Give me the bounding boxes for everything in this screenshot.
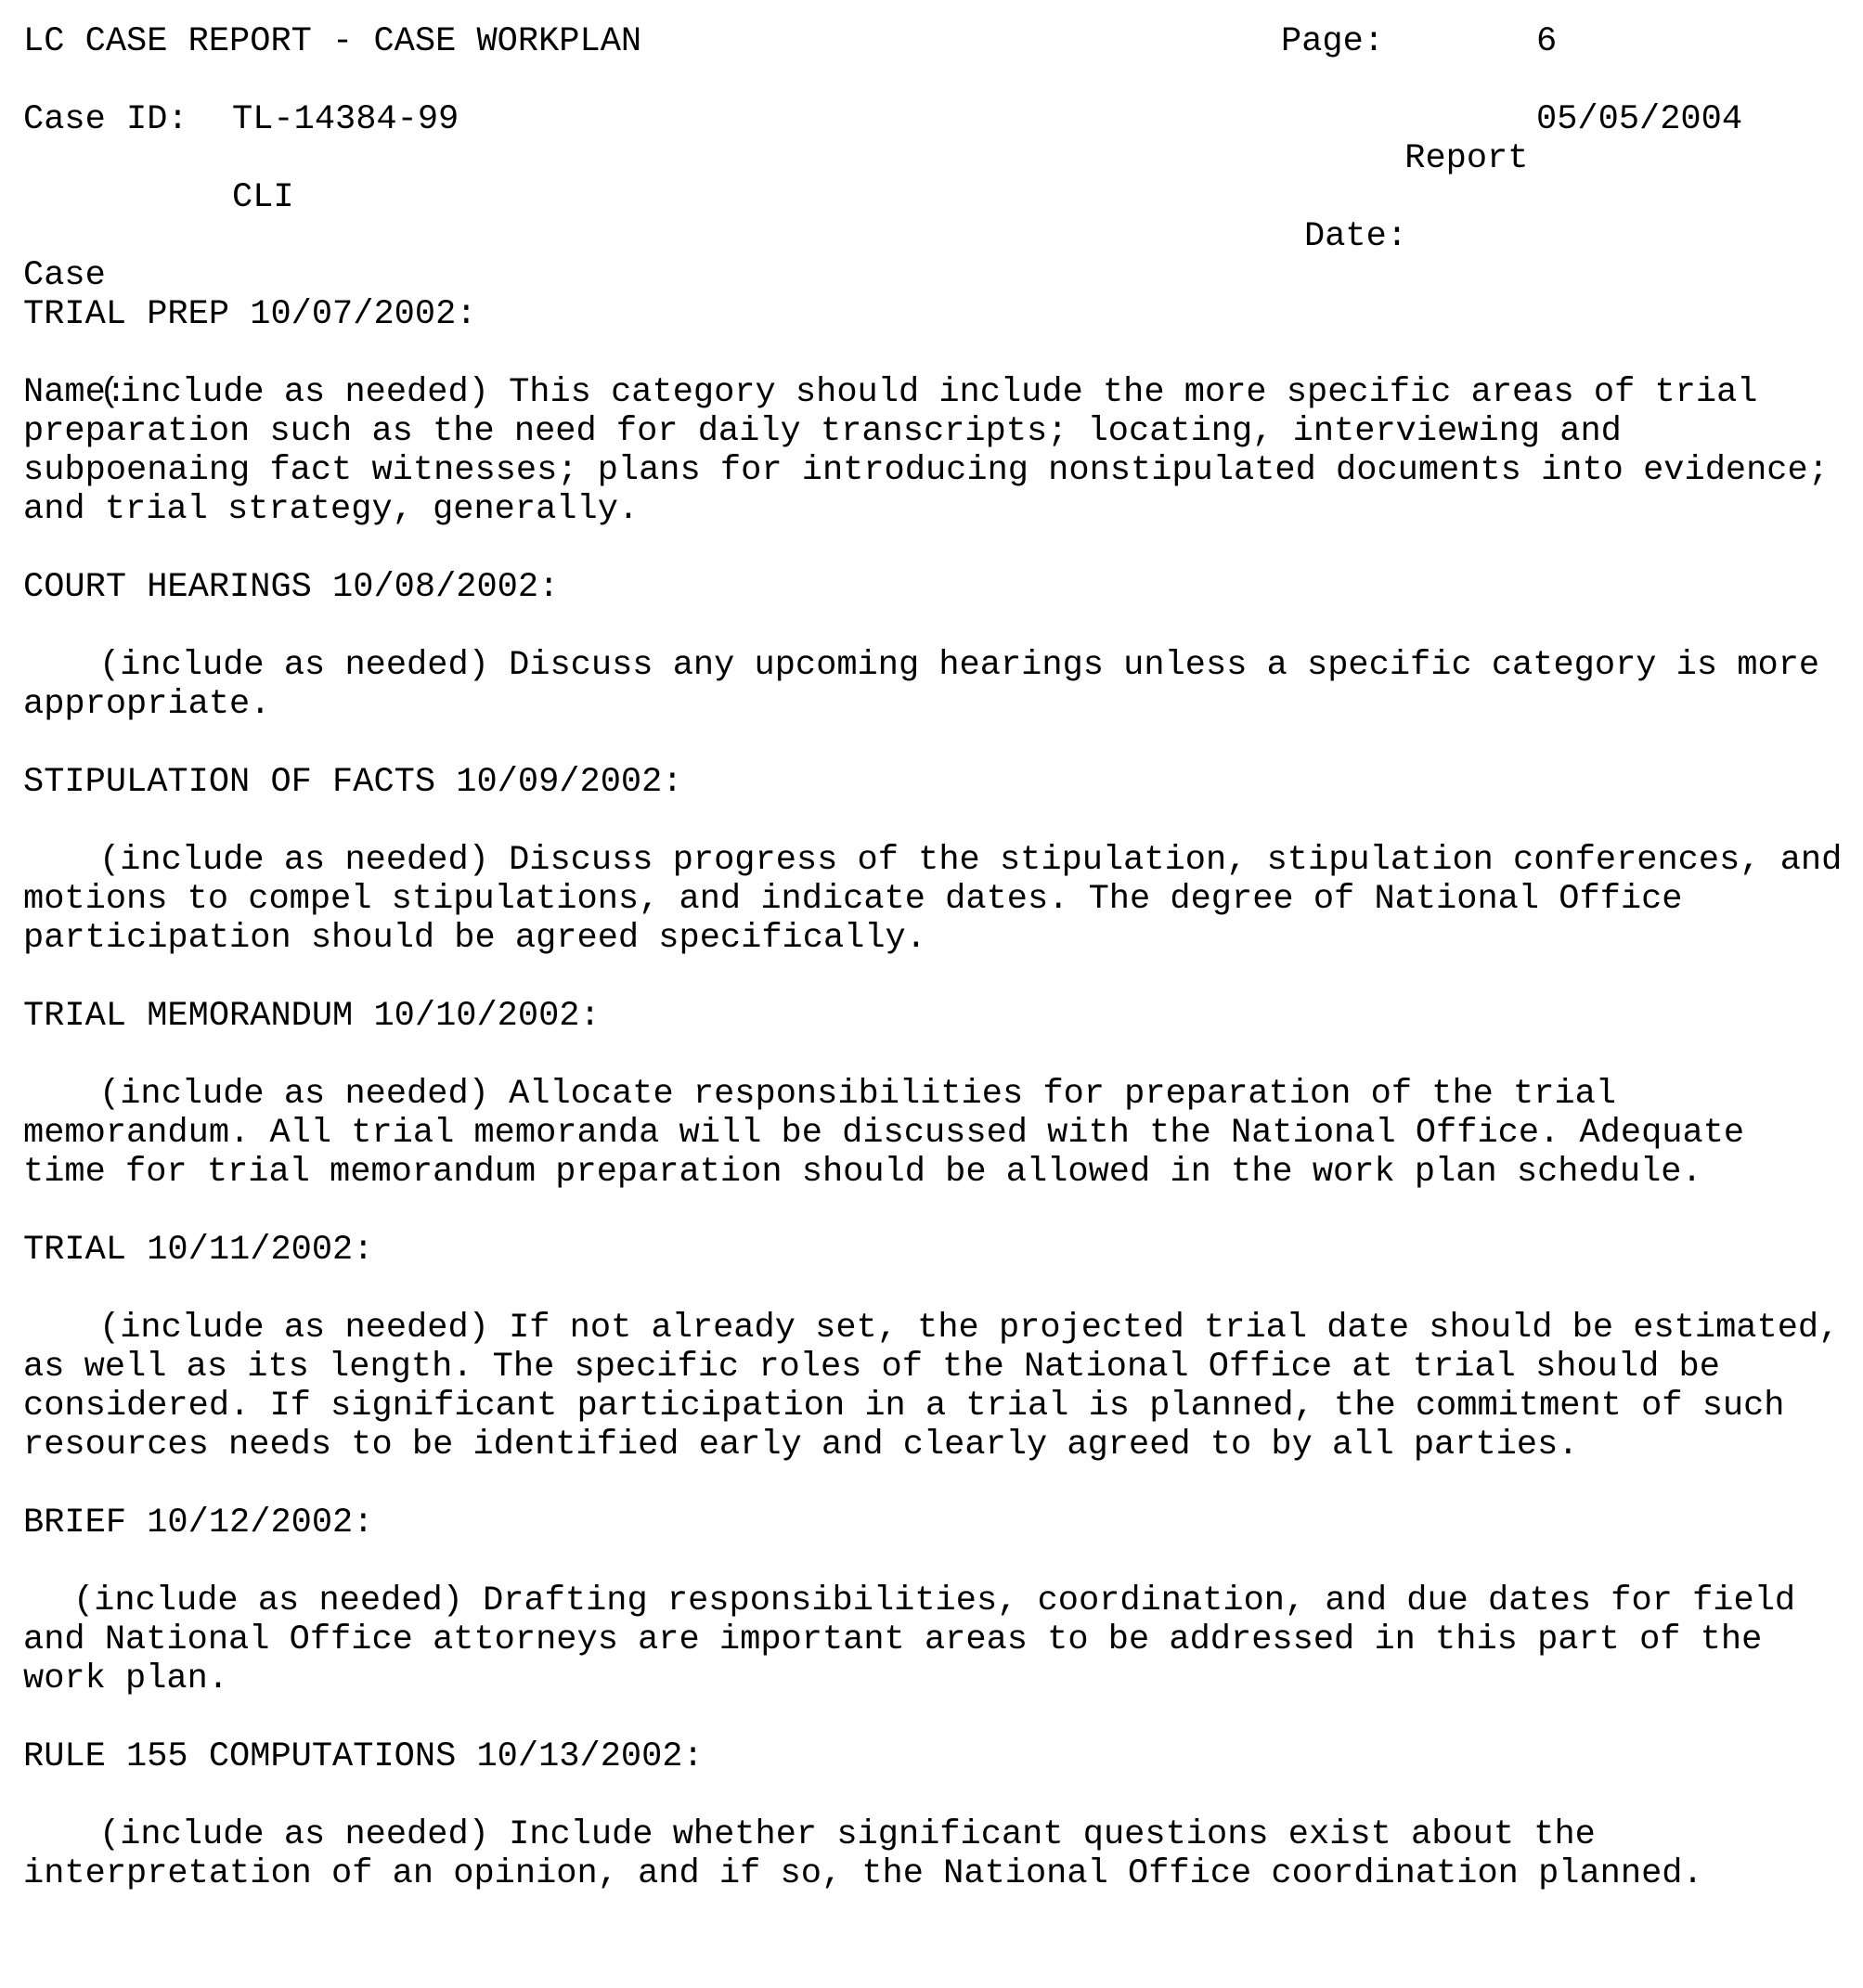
section-heading: RULE 155 COMPUTATIONS 10/13/2002: <box>23 1737 704 1776</box>
case-name: CLI <box>232 178 294 217</box>
page-label: Page: <box>1281 22 1385 61</box>
section-body: (include as needed) Discuss progress of the stipulation, stipulation conferences, and motions to compel stipulations, and indicate dates. The degree of National Office participation should be agreed specifically. <box>23 841 1843 958</box>
report-date-label-line2: Date: <box>1304 217 1408 256</box>
section-heading: COURT HEARINGS 10/08/2002: <box>23 568 560 607</box>
case-name-label-line1: Case <box>23 256 106 295</box>
document-page <box>23 22 1852 1893</box>
section-rule-155-computations <box>23 1737 1852 1893</box>
section-heading: TRIAL MEMORANDUM 10/10/2002: <box>23 997 601 1036</box>
section-heading: TRIAL PREP 10/07/2002: <box>23 295 477 334</box>
section-stipulation-of-facts <box>23 763 1852 997</box>
section-body: (include as needed) Include whether significant questions exist about the interpretation of an opinion, and if so, the National Office coordination planned. <box>23 1815 1703 1893</box>
header-row-title <box>23 22 1852 61</box>
report-date-label-line1: Report <box>1404 139 1529 178</box>
case-id: TL-14384-99 <box>232 100 459 139</box>
section-heading: TRIAL 10/11/2002: <box>23 1231 374 1270</box>
page-number: 6 <box>1536 22 1558 61</box>
case-name-label <box>23 178 227 490</box>
section-body: (include as needed) If not already set, the projected trial date should be estimated, as well as its length. The specific roles of the National Office at trial should be considered. If significant participation in a trial is planned, the commitment of such resources needs to be identified early and clearly agreed to by all parties. <box>23 1309 1840 1465</box>
section-trial-memorandum <box>23 997 1852 1231</box>
report-date: 05/05/2004 <box>1536 100 1743 139</box>
section-trial-prep <box>23 295 1852 568</box>
section-heading: STIPULATION OF FACTS 10/09/2002: <box>23 763 683 802</box>
report-title: LC CASE REPORT - CASE WORKPLAN <box>23 22 642 61</box>
section-court-hearings <box>23 568 1852 763</box>
section-body: (include as needed) Allocate responsibilities for preparation of the trial memorandum. All trial memoranda will be discussed with the National Office. Adequate time for trial memorandum preparation should be allowed in the work plan schedule. <box>23 1075 1745 1192</box>
section-trial <box>23 1231 1852 1504</box>
section-body: (include as needed) Drafting responsibilities, coordination, and due dates for field and National Office attorneys are important areas to be addressed in this part of the work plan. <box>23 1581 1796 1698</box>
section-heading: BRIEF 10/12/2002: <box>23 1504 374 1543</box>
section-body: (include as needed) Discuss any upcoming hearings unless a specific category is more appropriate. <box>23 646 1820 724</box>
section-body: (include as needed) This category should include the more specific areas of trial preparation such as the need for daily transcripts; locating, interviewing and subpoenaing fact witnesses; plans for introducing nonstipulated documents into evidence; and trial strategy, generally. <box>23 373 1829 529</box>
case-id-label: Case ID: <box>23 100 188 139</box>
case-name-label-line2: Name: <box>23 373 127 412</box>
section-brief <box>23 1504 1852 1737</box>
